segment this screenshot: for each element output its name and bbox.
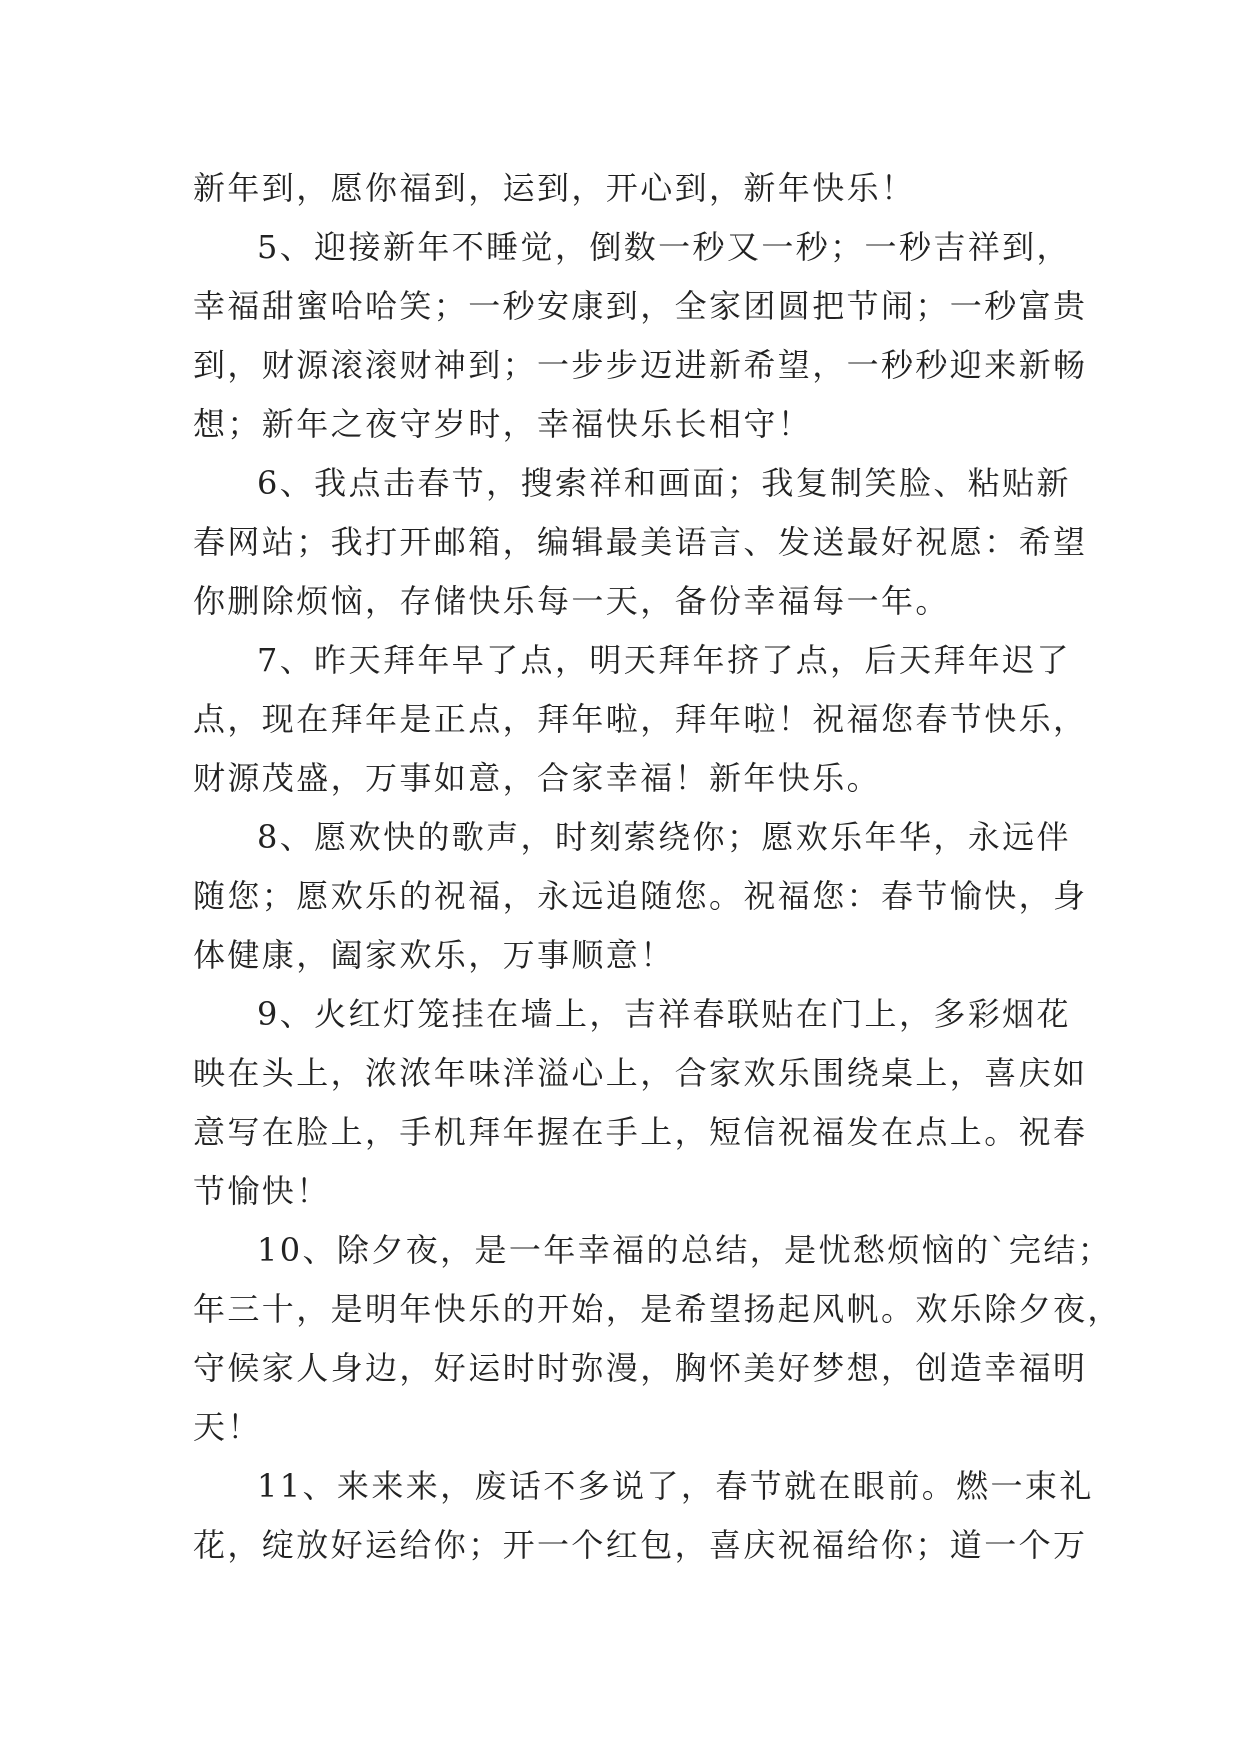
text-line: 财源茂盛，万事如意，合家幸福！新年快乐。 — [193, 759, 882, 797]
text-line: 9、火红灯笼挂在墙上，吉祥春联贴在门上，多彩烟花 — [257, 995, 1071, 1033]
document-body — [193, 159, 1122, 1575]
text-line: 意写在脸上，手机拜年握在手上，短信祝福发在点上。祝春 — [193, 1113, 1088, 1151]
text-line: 幸福甜蜜哈哈笑；一秒安康到，全家团圆把节闹；一秒富贵 — [193, 287, 1088, 325]
text-line: 守候家人身边，好运时时弥漫，胸怀美好梦想，创造幸福明 — [193, 1349, 1088, 1387]
text-line: 年三十，是明年快乐的开始，是希望扬起风帆。欢乐除夕夜， — [193, 1290, 1122, 1328]
text-line: 11、来来来，废话不多说了，春节就在眼前。燃一束礼 — [257, 1467, 1094, 1505]
text-line: 春网站；我打开邮箱，编辑最美语言、发送最好祝愿：希望 — [193, 523, 1088, 561]
paragraph-item-7 — [193, 631, 1088, 808]
paragraph-item-8 — [193, 808, 1088, 985]
text-line: 想；新年之夜守岁时，幸福快乐长相守！ — [193, 405, 813, 443]
text-line: 到，财源滚滚财神到；一步步迈进新希望，一秒秒迎来新畅 — [193, 346, 1088, 384]
text-line: 随您；愿欢乐的祝福，永远追随您。祝福您：春节愉快，身 — [193, 877, 1088, 915]
paragraph-continuation — [193, 159, 1053, 218]
paragraph-item-11 — [193, 1457, 1094, 1575]
paragraph-item-10 — [193, 1221, 1122, 1457]
text-line: 花，绽放好运给你；开一个红包，喜庆祝福给你；道一个万 — [193, 1526, 1088, 1564]
text-line: 6、我点击春节，搜索祥和画面；我复制笑脸、粘贴新 — [257, 464, 1071, 502]
text-line: 8、愿欢快的歌声，时刻萦绕你；愿欢乐年华，永远伴 — [257, 818, 1071, 856]
text-line: 新年到，愿你福到，运到，开心到，新年快乐！ — [193, 169, 916, 207]
paragraph-item-6 — [193, 454, 1088, 631]
text-line: 7、昨天拜年早了点，明天拜年挤了点，后天拜年迟了 — [257, 641, 1071, 679]
text-line: 5、迎接新年不睡觉，倒数一秒又一秒；一秒吉祥到， — [257, 228, 1071, 266]
text-line: 10、除夕夜，是一年幸福的总结，是忧愁烦恼的`完结； — [257, 1231, 1113, 1269]
text-line: 映在头上，浓浓年味洋溢心上，合家欢乐围绕桌上，喜庆如 — [193, 1054, 1088, 1092]
text-line: 体健康，阖家欢乐，万事顺意！ — [193, 936, 675, 974]
text-line: 天！ — [193, 1408, 262, 1446]
paragraph-item-9 — [193, 985, 1088, 1221]
text-line: 你删除烦恼，存储快乐每一天，备份幸福每一年。 — [193, 582, 950, 620]
paragraph-item-5 — [193, 218, 1088, 454]
text-line: 点，现在拜年是正点，拜年啦，拜年啦！祝福您春节快乐， — [193, 700, 1088, 738]
text-line: 节愉快！ — [193, 1172, 331, 1210]
